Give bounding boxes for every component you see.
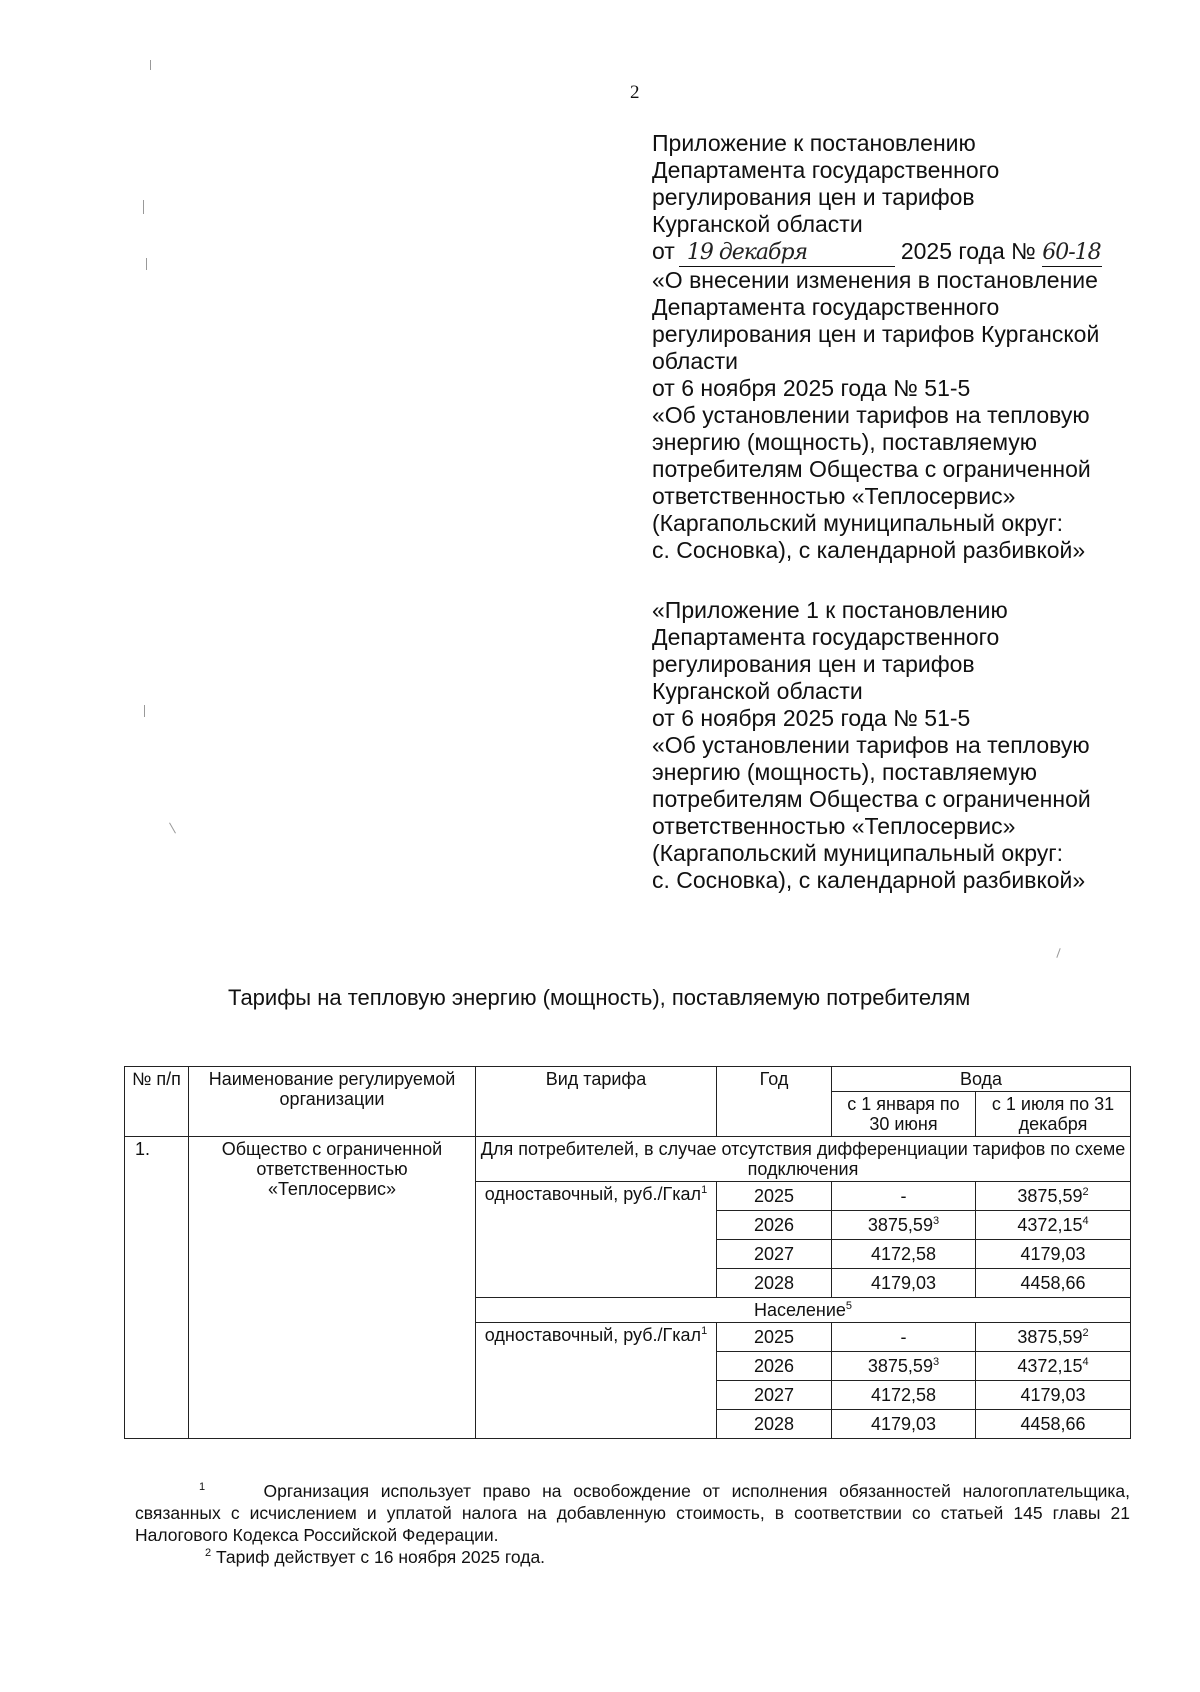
year-cell: 2026: [717, 1211, 832, 1240]
annex-line: «Приложение 1 к постановлению: [652, 597, 1008, 623]
header-water: Вода: [832, 1067, 1131, 1092]
year-cell: 2025: [717, 1323, 832, 1352]
tariff-type: одноставочный, руб./Гкал$^1$: [476, 1182, 717, 1298]
tariff-h2: 4458,66: [976, 1269, 1131, 1298]
scan-artifact: [150, 60, 151, 70]
header-organization: Наименование регулируемой организации: [189, 1067, 476, 1137]
annex-line: с. Сосновка), с календарной разбивкой»: [652, 867, 1086, 893]
tariff-h1: -: [832, 1182, 976, 1211]
annex-title-line: «О внесении изменения в постановление: [652, 267, 1098, 293]
annex-1-header: [652, 597, 1172, 894]
year-cell: 2027: [717, 1240, 832, 1269]
annex-line: Курганской области: [652, 211, 863, 237]
footnote-mark: 2: [205, 1547, 212, 1560]
tariff-h1: 3875,59$^3$: [832, 1352, 976, 1381]
annex-title-line: «Об установлении тарифов на тепловую: [652, 402, 1090, 428]
tariff-h2: 4179,03: [976, 1240, 1131, 1269]
annex-title-line: с. Сосновка), с календарной разбивкой»: [652, 537, 1086, 563]
tariff-h1: 3875,59$^3$: [832, 1211, 976, 1240]
footnote-text: Тариф действует с 16 ноября 2025 года.: [216, 1547, 546, 1567]
tariff-h1: 4179,03: [832, 1269, 976, 1298]
table-header-row: [125, 1067, 1131, 1092]
scan-artifact: [146, 258, 147, 270]
annex-line: Курганской области: [652, 678, 863, 704]
year-cell: 2028: [717, 1269, 832, 1298]
year-cell: 2025: [717, 1182, 832, 1211]
footnotes: [135, 1480, 1130, 1568]
handwritten-date-field: [679, 242, 895, 267]
tariff-h1: -: [832, 1323, 976, 1352]
footnote-text: Организация использует право на освобождение от исполнения обязанностей налогоплательщика, связанных с исчислением и уплатой налога на добавленную стоимость, в соответствии со статьей 145 главы 21 Налогового Кодекса Российской Федерации.: [135, 1481, 1130, 1545]
annex-line: Департамента государственного: [652, 624, 1000, 650]
header-tariff-type: Вид тарифа: [476, 1067, 717, 1137]
annex-line: регулирования цен и тарифов: [652, 184, 975, 210]
tariff-h1: 4172,58: [832, 1381, 976, 1410]
header-period-2: с 1 июля по 31 декабря: [976, 1092, 1131, 1137]
header-num: № п/п: [125, 1067, 189, 1137]
annex-line: «Об установлении тарифов на тепловую: [652, 732, 1090, 758]
annex-line: потребителям Общества с ограниченной: [652, 786, 1091, 812]
scan-artifact: [143, 200, 144, 214]
annex-title-line: от 6 ноября 2025 года № 51-5: [652, 375, 971, 401]
year-cell: 2027: [717, 1381, 832, 1410]
footnote-1: [135, 1480, 1130, 1546]
resolution-date-line: [652, 238, 1172, 267]
date-suffix: 2025 года №: [900, 238, 1036, 264]
page-number: 2: [630, 82, 640, 103]
date-prefix: от: [652, 238, 675, 264]
annex-title-line: ответственностью «Теплосервис»: [652, 483, 1016, 509]
scan-artifact: [169, 823, 176, 834]
table-title: Тарифы на тепловую энергию (мощность), поставляемую потребителям: [228, 985, 971, 1010]
annex-line: Приложение к постановлению: [652, 130, 976, 156]
annex-title-line: потребителям Общества с ограниченной: [652, 456, 1091, 482]
annex-title-line: (Каргапольский муниципальный округ:: [652, 510, 1064, 536]
group-label: Для потребителей, в случае отсутствия дифференциации тарифов по схеме подключения: [476, 1137, 1131, 1182]
tariff-h2: 4372,15$^4$: [976, 1352, 1131, 1381]
annex-title-line: энергию (мощность), поставляемую: [652, 429, 1038, 455]
annex-title-line: регулирования цен и тарифов Курганской: [652, 321, 1100, 347]
annex-line: энергию (мощность), поставляемую: [652, 759, 1038, 785]
scan-artifact: [144, 705, 145, 717]
year-cell: 2028: [717, 1410, 832, 1439]
tariff-h2: 4458,66: [976, 1410, 1131, 1439]
tariff-h1: 4179,03: [832, 1410, 976, 1439]
tariff-table: [124, 1066, 1131, 1439]
header-year: Год: [717, 1067, 832, 1137]
scan-artifact: [1056, 948, 1060, 958]
annex-line: (Каргапольский муниципальный округ:: [652, 840, 1064, 866]
handwritten-date: 19 декабря: [686, 240, 808, 265]
tariff-h2: 4372,15$^4$: [976, 1211, 1131, 1240]
organization-name: Общество с ограниченной ответственностью «Теплосервис»: [189, 1137, 476, 1439]
tariff-h1: 4172,58: [832, 1240, 976, 1269]
footnote-mark: 1: [199, 1481, 206, 1494]
header-period-1: с 1 января по 30 июня: [832, 1092, 976, 1137]
annex-line: Департамента государственного: [652, 157, 1000, 183]
footnote-2: [135, 1546, 1130, 1568]
handwritten-number: 60-18: [1042, 240, 1101, 265]
annex-line: ответственностью «Теплосервис»: [652, 813, 1016, 839]
annex-line: от 6 ноября 2025 года № 51-5: [652, 705, 971, 731]
tariff-type: одноставочный, руб./Гкал$^1$: [476, 1323, 717, 1439]
tariff-h2: 3875,59$^2$: [976, 1323, 1131, 1352]
annex-line: регулирования цен и тарифов: [652, 651, 975, 677]
annex-header: [652, 130, 1172, 564]
year-cell: 2026: [717, 1352, 832, 1381]
table-row: [125, 1137, 1131, 1182]
tariff-h2: 3875,59$^2$: [976, 1182, 1131, 1211]
annex-title-line: области: [652, 348, 739, 374]
tariff-h2: 4179,03: [976, 1381, 1131, 1410]
row-number: 1.: [125, 1137, 189, 1439]
group-label: Население$^5$: [476, 1298, 1131, 1323]
annex-title-line: Департамента государственного: [652, 294, 1000, 320]
